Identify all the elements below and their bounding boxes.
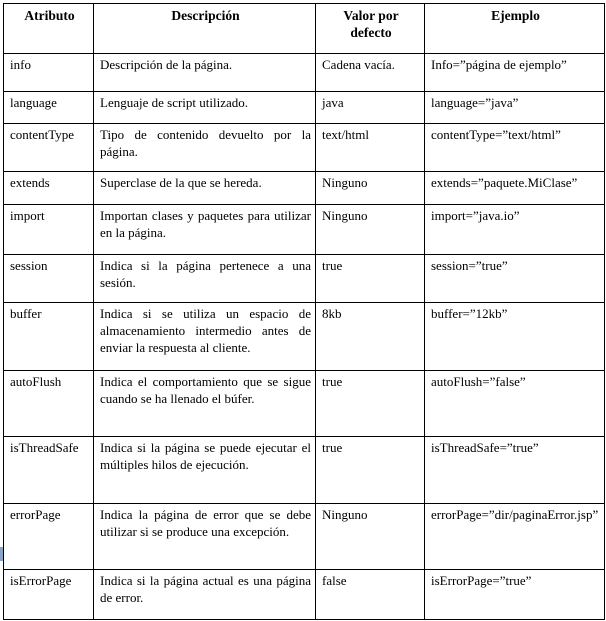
default-cell: 8kb — [316, 303, 425, 371]
table-row — [4, 437, 605, 504]
attribute-cell: session — [4, 255, 94, 303]
table-row — [4, 255, 605, 303]
default-cell: Ninguno — [316, 172, 425, 205]
table-row — [4, 54, 605, 92]
table-row — [4, 570, 605, 620]
header-row — [4, 4, 605, 54]
example-cell: Info=”página de ejemplo” — [425, 54, 605, 92]
example-cell: isErrorPage=”true” — [425, 570, 605, 620]
default-cell: Ninguno — [316, 504, 425, 570]
example-cell: errorPage=”dir/paginaError.jsp” — [425, 504, 605, 570]
table-row — [4, 303, 605, 371]
attribute-cell: isThreadSafe — [4, 437, 94, 504]
example-cell: extends=”paquete.MiClase” — [425, 172, 605, 205]
default-cell: Ninguno — [316, 205, 425, 255]
table-row — [4, 172, 605, 205]
header-example: Ejemplo — [425, 4, 605, 54]
header-default-value: Valor por defecto — [316, 4, 425, 54]
example-cell: autoFlush=”false” — [425, 371, 605, 437]
description-cell: Superclase de la que se hereda. — [94, 172, 316, 205]
example-cell: isThreadSafe=”true” — [425, 437, 605, 504]
default-cell: text/html — [316, 124, 425, 172]
attribute-cell: info — [4, 54, 94, 92]
example-cell: buffer=”12kb” — [425, 303, 605, 371]
table-row — [4, 124, 605, 172]
example-cell: session=”true” — [425, 255, 605, 303]
default-cell: Cadena vacía. — [316, 54, 425, 92]
default-cell: true — [316, 371, 425, 437]
default-cell: false — [316, 570, 425, 620]
attribute-cell: isErrorPage — [4, 570, 94, 620]
attribute-cell: errorPage — [4, 504, 94, 570]
example-cell: import=”java.io” — [425, 205, 605, 255]
description-cell: Indica si la página se puede ejecutar el múltiples hilos de ejecución. — [94, 437, 316, 504]
description-cell: Lenguaje de script utilizado. — [94, 92, 316, 124]
description-cell: Indica el comportamiento que se sigue cuando se ha llenado el búfer. — [94, 371, 316, 437]
description-cell: Tipo de contenido devuelto por la página. — [94, 124, 316, 172]
description-cell: Indica si la página actual es una página de error. — [94, 570, 316, 620]
default-cell: java — [316, 92, 425, 124]
attribute-cell: extends — [4, 172, 94, 205]
description-cell: Descripción de la página. — [94, 54, 316, 92]
description-cell: Indica si se utiliza un espacio de almacenamiento intermedio antes de enviar la respuesta al cliente. — [94, 303, 316, 371]
jsp-attributes-table — [3, 3, 605, 620]
header-attribute: Atributo — [4, 4, 94, 54]
description-cell: Importan clases y paquetes para utilizar en la página. — [94, 205, 316, 255]
attribute-cell: language — [4, 92, 94, 124]
header-description: Descripción — [94, 4, 316, 54]
attribute-cell: buffer — [4, 303, 94, 371]
description-cell: Indica si la página pertenece a una sesión. — [94, 255, 316, 303]
attribute-cell: autoFlush — [4, 371, 94, 437]
description-cell: Indica la página de error que se debe utilizar si se produce una excepción. — [94, 504, 316, 570]
table-row — [4, 504, 605, 570]
default-cell: true — [316, 437, 425, 504]
attribute-cell: import — [4, 205, 94, 255]
edge-marker — [0, 547, 3, 561]
table-row — [4, 205, 605, 255]
example-cell: language=”java” — [425, 92, 605, 124]
example-cell: contentType=”text/html” — [425, 124, 605, 172]
table-row — [4, 371, 605, 437]
table-row — [4, 92, 605, 124]
default-cell: true — [316, 255, 425, 303]
attribute-cell: contentType — [4, 124, 94, 172]
